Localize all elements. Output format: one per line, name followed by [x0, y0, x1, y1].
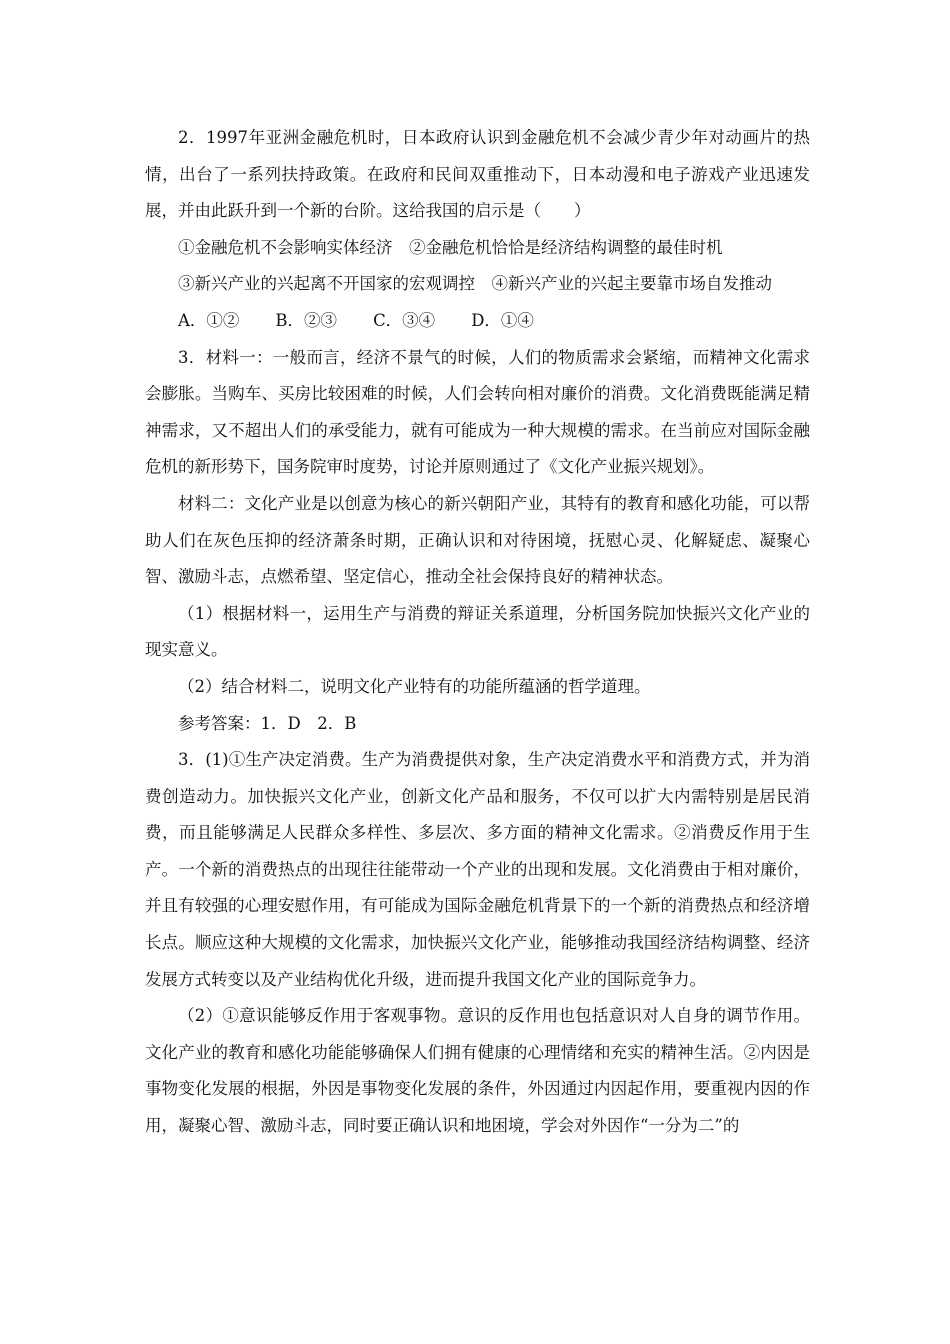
option-c: C．③④ [373, 310, 436, 330]
option-b: B．②③ [275, 310, 338, 330]
option-d: D．①④ [471, 310, 534, 330]
question-3-material-1: 3．材料一：一般而言，经济不景气的时候，人们的物质需求会紧缩，而精神文化需求会膨胀。当购车、买房比较困难的时候，人们会转向相对廉价的消费。文化消费既能满足精神需求，又不超出人们的承受能力，就有可能成为一种大规模的需求。在当前应对国际金融危机的新形势下，国务院审时度势，讨论并原则通过了《文化产业振兴规划》。 [145, 347, 810, 477]
answer-3-part-2: （2）①意识能够反作用于客观事物。意识的反作用也包括意识对人自身的调节作用。文化产业的教育和感化功能能够确保人们拥有健康的心理情绪和充实的精神生活。②内因是事物变化发展的根据，外因是事物变化发展的条件，外因通过内因起作用，要重视内因的作用，凝聚心智、激励斗志，同时要正确认识和地困境，学会对外因作“一分为二”的 [145, 1006, 810, 1136]
question-3-sub-2: （2）结合材料二，说明文化产业特有的功能所蕴涵的哲学道理。 [178, 676, 651, 696]
question-2-stem: 2．1997年亚洲金融危机时，日本政府认识到金融危机不会减少青少年对动画片的热情，出台了一系列扶持政策。在政府和民间双重推动下，日本动漫和电子游戏产业迅速发展，并由此跃升到一个新的台阶。这给我国的启示是（ ） [145, 128, 810, 221]
question-3-material-2: 材料二：文化产业是以创意为核心的新兴朝阳产业，其特有的教育和感化功能，可以帮助人们在灰色压抑的经济萧条时期，正确认识和对待困境，抚慰心灵、化解疑虑、凝聚心智、激励斗志，点燃希望、坚定信心，推动全社会保持良好的精神状态。 [145, 493, 810, 587]
answer-3-part-1: 3．(1)①生产决定消费。生产为消费提供对象，生产决定消费水平和消费方式，并为消费创造动力。加快振兴文化产业，创新文化产品和服务，不仅可以扩大内需特别是居民消费，而且能够满足人民群众多样性、多层次、多方面的精神文化需求。②消费反作用于生产。一个新的消费热点的出现往往能带动一个产业的出现和发展。文化消费由于相对廉价，并且有较强的心理安慰作用，有可能成为国际金融危机背景下的一个新的消费热点和经济增长点。顺应这种大规模的文化需求，加快振兴文化产业，能够推动我国经济结构调整、经济发展方式转变以及产业结构优化升级，进而提升我国文化产业的国际竞争力。 [145, 750, 810, 989]
question-3-sub-1: （1）根据材料一，运用生产与消费的辩证关系道理，分析国务院加快振兴文化产业的现实意义。 [145, 603, 810, 660]
question-2-options [145, 303, 810, 340]
document-body [145, 120, 810, 1145]
question-2-choices-line-1: ①金融危机不会影响实体经济 ②金融危机恰恰是经济结构调整的最佳时机 [178, 237, 723, 257]
answers-heading: 参考答案：1．D 2．B [178, 713, 357, 733]
question-2-choices-line-2: ③新兴产业的兴起离不开国家的宏观调控 ④新兴产业的兴起主要靠市场自发推动 [178, 274, 772, 294]
option-a: A．①② [178, 310, 240, 330]
